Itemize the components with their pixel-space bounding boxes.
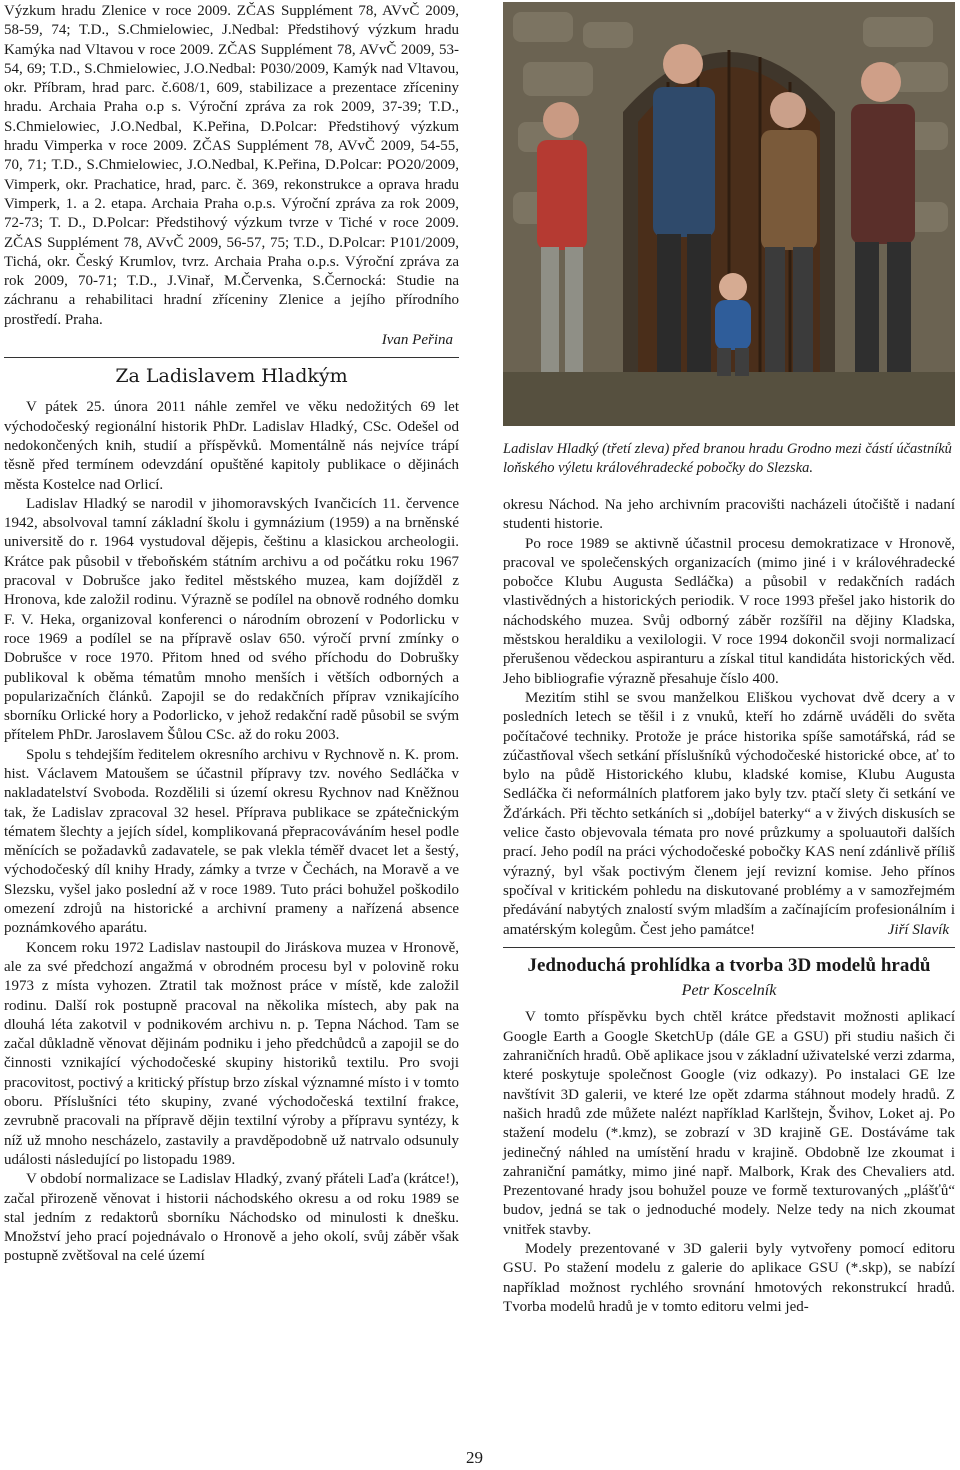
author-signature: Ivan Peřina (381, 332, 453, 349)
article2-paragraph-2: Modely prezentované v 3D galerii byly vytvořeny pomocí editoru GSU. Po stažení modelu z galerie do aplikace GSU (*.skp), se nabízí například možnost rychlého srovnání hmotových rekonstrukcí hradů. Tvorba modelů hradů je v tomto editoru velmi jed- (503, 1240, 955, 1315)
obituary-title: Za Ladislavem Hladkým (115, 365, 348, 388)
author-signature-2: Jiří Slavík (887, 921, 949, 938)
article2-title: Jednoduchá prohlídka a tvorba 3D modelů hradů (527, 955, 931, 977)
obituary-paragraph-2: Ladislav Hladký se narodil v jihomoravských Ivančicích 11. července 1942, absolvoval tamní základní školu i gymnázium (1959) a na brněnské universitě do r. 1964 vystudoval dějepis, češtinu a klasickou archeologii. Krátce pak působil v třeboňském státním archivu a od počátku roku 1967 pracoval v Dobrušce jako ředitel městského muzea, kam dojížděl z Hronova, kde založil rodinu. Výrazně se podílel na obnově rodného domku F. V. Heka, organizoval konferenci o národním obrození v Podorlicku v roce 1969 a podílel se na přípravě oslav 650. výročí první zmínky o Dobrušce v roce 1970. Přitom hned od svého příchodu do Dobrušky publikoval k oběma tématům mnoho menších i větších odborných a popularizačních článků. Zapojil se do redakčních příprav vznikajícího sborníku Orlické hory a Podorlicko, v jehož redakční radě působil se svým přítelem PhDr. Jaroslavem Šůlou CSc. až do roku 2003. (4, 495, 459, 744)
signature-line (4, 331, 459, 350)
obituary-continued-paragraph-2: Po roce 1989 se aktivně účastnil procesu demokratizace v Hronově, pracoval ve společenských organizacích (mimo jiné i v královéhradecké pobočce Klubu Augusta Sedláčka) a působil v redakčních radách vlastivědných a historických periodik. V roce 1993 přešel jako historik do náchodského muzea. Svůj odborný záběr rozšířil na dějiny Kladska, městskou heraldiku a vexilologii. V roce 1994 dokončil svoji normalizací přerušenou vědeckou aspiranturu a získal titul kandidáta historických věd. Jeho bibliografie výrazně přesahuje číslo 400. (503, 535, 955, 687)
section-divider (4, 357, 459, 358)
section-divider-2 (503, 947, 955, 948)
right-column (503, 2, 955, 1317)
obituary-continued-paragraph-3: Mezitím stihl se svou manželkou Eliškou vychovat dvě dcery a v posledních letech se těšil i z vnuků, kteří ho zdárně uváděli do světa počítačové techniky. Protože je práce historika spíše samotářská, rád se zúčastňoval všech setkání příslušníků východočeské historické obce, ať to bylo na půdě Historického klubu, kladské komise, Klubu Augusta Sedláčka či neformálních platforem jako byly tzv. ptačí slety či setkání ve Žďárkách. Při těchto setkáních si „dobíjel baterky“ a v živých diskusích se velice často objevovala témata pro nové průzkumy a spoluautoři dalších prací. Jeho podíl na práci východočeské pobočky KAS není zdánlivě příliš výrazný, byl však poctivým členem její revizní komise. Jeho přínos spočíval v kritickém pohledu na diskutované problémy a v samozřejmém předávání nabytých znalostí svým mladším a začínajícím profesionálním i amatérským kolegům. Čest jeho památce! (503, 689, 955, 938)
castle-gate-photo-illustration (503, 2, 955, 426)
group-photo (503, 2, 955, 426)
photo-caption: Ladislav Hladký (třetí zleva) před branou hradu Grodno mezi částí účastníků loňského výletu královéhradecké pobočky do Slezska. (503, 441, 952, 476)
article2-paragraph-1: V tomto příspěvku bych chtěl krátce představit možnosti aplikací Google Earth a Google SketchUp (dále GE a GSU) při studiu našich či zahraničních hradů. Obě aplikace jsou v základní uživatelské verzi zdarma, které poskytuje společnost Google (viz odkazy). Po instalaci GE lze navštívit 3D galerii, ve které lze opět zdarma stáhnout modely hradů. Z našich hradů zde můžete nalézt například Karlštejn, Švihov, Loket aj. Po stažení modelu (*.kmz), se zobrazí v 3D krajině GE. Dostáváme tak jedinečný náhled na umístění hradu v krajině. Obdobně lze zkoumat i zahraniční památky, mimo jiné např. Malbork, Krak des Chevaliers atd. Prezentované hrady jsou bohužel pouze ve formě texturovaných „plášťů“ budov, jedná se tak o jednoduché modely. Nelze tedy na nich zkoumat vnitřek stavby. (503, 1009, 955, 1238)
left-column (4, 2, 459, 1267)
bibliography-paragraph: Výzkum hradu Zlenice v roce 2009. ZČAS Supplément 78, AVvČ 2009, 58-59, 74; T.D., S.Chmielowiec, J.Nedbal: Předstihový výzkum hradu Kamýka nad Vltavou v roce 2009. ZČAS Supplément 78, AVvČ 2009, 53-54, 69; T.D., S.Chmielowiec, J.O.Nedbal: P030/2009, Kamýk nad Vltavou, okr. Příbram, hrad parc. č.608/1, 609, stabilizace a prezentace zříceniny hradu. Archaia Praha o.p s. Výroční zpráva za rok 2009, 37-39; T.D., S.Chmielowiec, J.O.Nedbal, K.Peřina, D.Polcar: Předstihový výzkum hradu Vimperka v roce 2009. ZČAS Supplément 78, AVvČ 2009, 54-55, 70, 71; T.D., S.Chmielowiec, J.O.Nedbal, K.Peřina, D.Polcar: PO20/2009, Vimperk, okr. Prachatice, hrad, parc. č. 369, rekonstrukce a oprava hradu Vimperk, 1. a 2. etapa. Archaia Praha o.p.s. Výroční zpráva za rok 2009, 72-73; T. D., D.Polcar: Předstihový výzkum tvrze v Tiché v roce 2009. ZČAS Supplément 78, AVvČ 2009, 56-57, 75; T.D., D.Polcar: P101/2009, Tichá, okr. Český Krumlov, tvrz. Archaia Praha o.p.s. Výroční zpráva za rok 2009, 70-71; T.D., J.Vinař, M.Červenka, S.Černocká: Studie na záchranu a rehabilitaci hradní zříceniny Zlenice a jejího přírodního prostředí. Praha. (4, 3, 459, 328)
obituary-paragraph-4: Koncem roku 1972 Ladislav nastoupil do Jiráskova muzea v Hronově, ale za své předchozí angažmá v obrodném procesu byl v polovině roku 1973 z místa vyhozen. Ztratil tak možnost práce v místě, kde založil rodinu. Další rok postupně pracoval na několika místech, aby pak na dlouhá léta zakotvil v podnikovém archivu n. p. Tepna Náchod. Tam se začal důkladně věnovat dějinám podniku i jeho předchůdců a zapojil se do činnosti vznikající východočeské skupiny historiků textilu. Pro svoji pracovitost, poctivý a kritický přístup brzo získal významné místo i v tomto oboru. Příslušníci této skupiny, zvané východočeská textilní frakce, zevrubně pracovali na přípravě dějin textilní výroby a přípravu syntézy, k níž už mnoho nescházelo, zastavily a pravděpodobně už natrvalo odsunuly události následující po listopadu 1989. (4, 939, 459, 1168)
obituary-paragraph-1: V pátek 25. února 2011 náhle zemřel ve věku nedožitých 69 let východočeský regionální historik PhDr. Ladislav Hladký, CSc. Odešel od nedokončených knih, studií a příspěvků. Momentálně nás nejvíce trápí těsně před termínem odevzdání opuštěné kapitoly publikace o dějinách města Kostelce nad Orlicí. (4, 399, 459, 493)
obituary-paragraph-3: Spolu s tehdejším ředitelem okresního archivu v Rychnově n. K. prom. hist. Václavem Matoušem se účastnil přípravy tzv. nového Sedláčka v nakladatelství Svoboda. Rozdělili si území okresu Rychnov nad Kněžnou tak, že Ladislav zpracoval 32 hesel. Příprava publikace se zpátečnickým tématem šlechty a jejích sídel, komplikovaná přepracováváním hesel podle měnících se požadavků zadavatele, se pak vlekla téměř dvacet let a šestý, východočeský díl knihy Hrady, zámky a tvrze v Čechách, na Moravě a ve Slezsku, vyšel jako poslední až v roce 1989. Tuto práci bohužel poškodilo omezení zdrojů na historické a archivní prameny a nařízená absence poznámkového aparátu. (4, 746, 459, 937)
obituary-continued-paragraph-1: okresu Náchod. Na jeho archivním pracovišti nacházeli útočiště i nadaní studenti historie. (503, 497, 955, 533)
page-number: 29 (466, 1448, 483, 1467)
article2-author: Petr Koscelník (681, 982, 777, 1000)
obituary-paragraph-5: V období normalizace se Ladislav Hladký, zvaný přáteli Laďa (krátce!), začal přirozeně věnovat i historii náchodského okresu a od roku 1989 se stal jedním z redaktorů sborníku Náchodsko od minulosti k dnešku. Množství jeho prací pojednávalo o Hronově a jeho okolí, svůj záběr však postupně zvětšoval na celé území (4, 1171, 459, 1265)
